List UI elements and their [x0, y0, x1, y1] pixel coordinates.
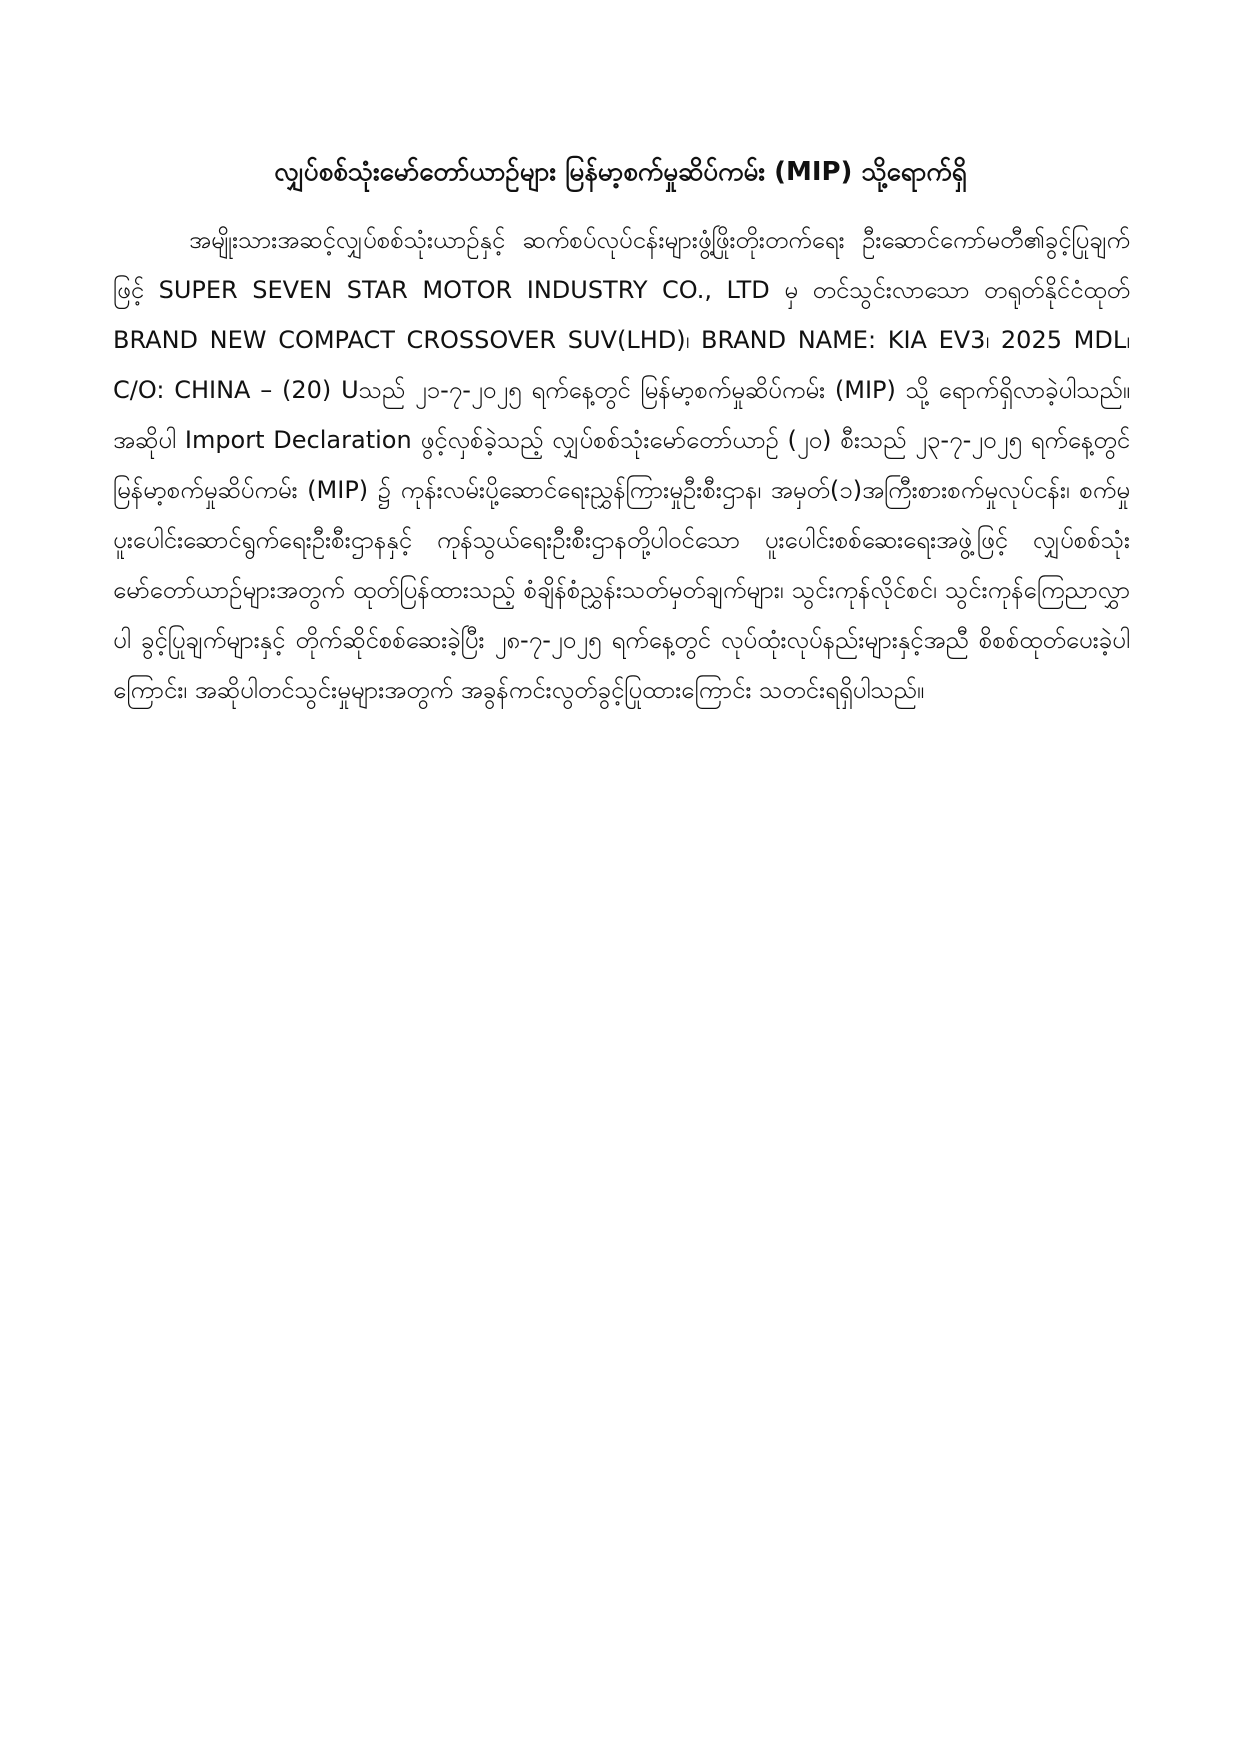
document-title: လျှပ်စစ်သုံးမော်တော်ယာဉ်များ မြန်မာ့စက်မှုဆိပ်ကမ်း (MIP) သို့ရောက်ရှိ	[274, 157, 967, 187]
document-paragraph: အမျိုးသားအဆင့်လျှပ်စစ်သုံးယာဉ်နှင့် ဆက်စပ်လုပ်ငန်းများဖွံ့ဖြိုးတိုးတက်ရေး ဦးဆောင်ကော်မတီ၏ခွင့်ပြုချက်ဖြင့် SUPER SEVEN STAR MOTOR INDUSTRY CO., LTD မှ တင်သွင်းလာသော တရုတ်နိုင်ငံထုတ် BRAND NEW COMPACT CROSSOVER SUV(LHD)၊ BRAND NAME: KIA EV3၊ 2025 MDL၊ C/O: CHINA – (20) Uသည် ၂၁-၇-၂၀၂၅ ရက်နေ့တွင် မြန်မာ့စက်မှုဆိပ်ကမ်း (MIP) သို့ ရောက်ရှိလာခဲ့ပါသည်။ အဆိုပါ Import Declaration ဖွင့်လှစ်ခဲ့သည့် လျှပ်စစ်သုံးမော်တော်ယာဉ် (၂၀) စီးသည် ၂၃-၇-၂၀၂၅ ရက်နေ့တွင် မြန်မာ့စက်မှုဆိပ်ကမ်း (MIP) ၌ ကုန်းလမ်းပို့ဆောင်ရေးညွှန်ကြားမှုဦးစီးဌာန၊ အမှတ်(၁)အကြီးစားစက်မှုလုပ်ငန်း၊ စက်မှုပူးပေါင်းဆောင်ရွက်ရေးဦးစီးဌာနနှင့် ကုန်သွယ်ရေးဦးစီးဌာနတို့ပါဝင်သော ပူးပေါင်းစစ်ဆေးရေးအဖွဲ့ဖြင့် လျှပ်စစ်သုံးမော်တော်ယာဉ်များအတွက် ထုတ်ပြန်ထားသည့် စံချိန်စံညွှန်းသတ်မှတ်ချက်များ၊ သွင်းကုန်လိုင်စင်၊ သွင်းကုန်ကြေညာလွှာပါ ခွင့်ပြုချက်များနှင့် တိုက်ဆိုင်စစ်ဆေးခဲ့ပြီး ၂၈-၇-၂၀၂၅ ရက်နေ့တွင် လုပ်ထုံးလုပ်နည်းများနှင့်အညီ စိစစ်ထုတ်ပေးခဲ့ပါကြောင်း၊ အဆိုပါတင်သွင်းမှုများအတွက် အခွန်ကင်းလွတ်ခွင့်ပြုထားကြောင်း သတင်းရရှိပါသည်။	[113, 226, 1131, 704]
